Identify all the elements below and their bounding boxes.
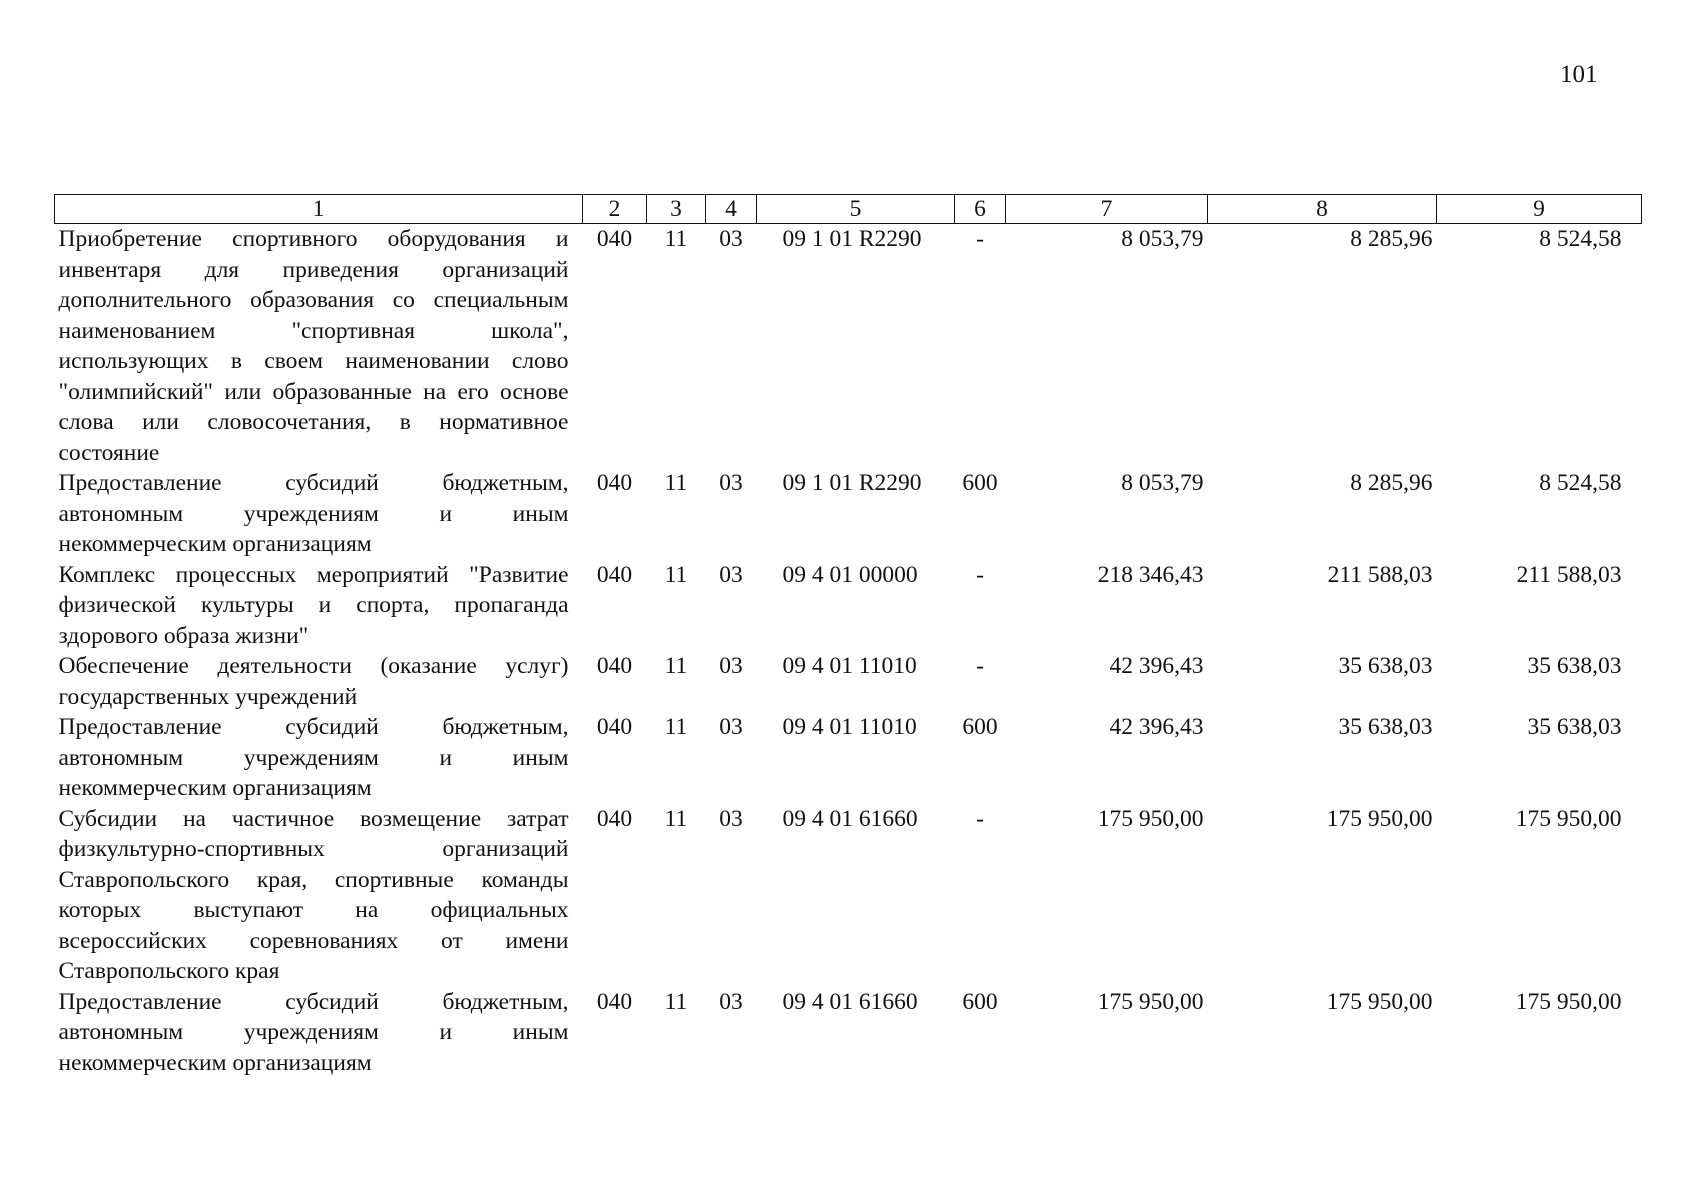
cell-col-6: - [976,226,984,252]
column-header-2: 2 [583,195,647,224]
cell-col-9: 175 950,00 [1515,988,1622,1015]
cell-col-6: - [976,805,984,832]
cell-col-3: 11 [664,988,688,1015]
budget-table [54,194,1642,1078]
table-row [55,224,1642,469]
cell-col-9: 8 524,58 [1539,470,1622,496]
cell-col-3: 11 [664,805,688,832]
table-row [55,651,1642,712]
cell-col-4: 03 [719,470,743,496]
cell-col-5: 09 4 01 11010 [782,714,917,740]
cell-col-6: - [976,561,984,588]
cell-col-9: 35 638,03 [1527,653,1622,679]
cell-col-2: 040 [596,226,633,252]
column-header-6: 6 [955,195,1006,224]
cell-col-3: 11 [664,226,688,252]
cell-col-2: 040 [596,805,633,832]
table-row [55,560,1642,652]
column-header-3: 3 [647,195,706,224]
table-row [55,468,1642,560]
cell-col-4: 03 [719,653,743,679]
cell-col-8: 35 638,03 [1338,714,1433,740]
cell-col-7: 218 346,43 [1097,561,1204,588]
cell-col-7: 42 396,43 [1109,653,1204,679]
cell-col-8: 211 588,03 [1327,561,1433,588]
cell-col-5: 09 4 01 61660 [782,805,918,832]
row-name: Предоставление субсидий бюджетным, автономным учреждениям и иным некоммерческим организациям [58,988,569,1076]
cell-col-4: 03 [719,988,743,1015]
cell-col-3: 11 [664,470,688,496]
column-header-5: 5 [757,195,955,224]
cell-col-7: 175 950,00 [1097,805,1204,832]
cell-col-8: 8 285,96 [1350,470,1433,496]
cell-col-8: 35 638,03 [1338,653,1433,679]
cell-col-2: 040 [596,561,633,588]
column-header-1: 1 [55,195,583,224]
cell-col-3: 11 [664,714,688,740]
cell-col-6: 600 [962,714,998,740]
cell-col-7: 8 053,79 [1121,470,1204,496]
cell-col-8: 8 285,96 [1350,226,1433,252]
cell-col-9: 8 524,58 [1539,226,1622,252]
row-name: Субсидии на частичное возмещение затрат физкультурно-спортивных организаций Ставропольского края, спортивные команды которых выступают на официальных всероссийских соревнованиях от имени Ставропольского края [58,805,569,984]
row-name: Обеспечение деятельности (оказание услуг) государственных учреждений [58,653,569,710]
row-name: Предоставление субсидий бюджетным, автономным учреждениям и иным некоммерческим организациям [58,470,569,557]
cell-col-5: 09 4 01 61660 [782,988,918,1015]
cell-col-5: 09 1 01 R2290 [782,226,922,252]
cell-col-8: 175 950,00 [1326,988,1433,1015]
row-name: Предоставление субсидий бюджетным, автономным учреждениям и иным некоммерческим организациям [58,714,569,801]
cell-col-9: 35 638,03 [1527,714,1622,740]
cell-col-7: 175 950,00 [1097,988,1204,1015]
column-header-9: 9 [1437,195,1642,224]
cell-col-4: 03 [719,714,743,740]
table-row [55,712,1642,804]
cell-col-5: 09 4 01 11010 [782,653,917,679]
cell-col-5: 09 1 01 R2290 [782,470,922,496]
cell-col-4: 03 [719,561,743,588]
cell-col-8: 175 950,00 [1326,805,1433,832]
cell-col-7: 42 396,43 [1109,714,1204,740]
column-header-4: 4 [706,195,757,224]
cell-col-2: 040 [596,714,633,740]
table-row [55,804,1642,987]
cell-col-6: 600 [962,988,998,1015]
cell-col-9: 211 588,03 [1516,561,1622,588]
row-name: Комплекс процессных мероприятий "Развитие физической культуры и спорта, пропаганда здорового образа жизни" [58,561,569,649]
column-header-7: 7 [1006,195,1208,224]
cell-col-3: 11 [664,561,688,588]
row-name: Приобретение спортивного оборудования и инвентаря для приведения организаций дополнительного образования со специальным наименованием "спортивная школа", использующих в своем наименовании слово "олимпийский" или образованные на его основе слова или словосочетания, в нормативное состояние [58,226,569,466]
cell-col-6: 600 [962,470,998,496]
column-header-8: 8 [1208,195,1437,224]
table-row [55,987,1642,1079]
page-number: 101 [1560,61,1598,88]
cell-col-4: 03 [719,226,743,252]
cell-col-6: - [976,653,984,679]
cell-col-4: 03 [719,805,743,832]
cell-col-2: 040 [596,470,633,496]
cell-col-9: 175 950,00 [1515,805,1622,832]
cell-col-5: 09 4 01 00000 [782,561,918,588]
cell-col-7: 8 053,79 [1121,226,1204,252]
cell-col-2: 040 [596,653,633,679]
cell-col-2: 040 [596,988,633,1015]
cell-col-3: 11 [664,653,688,679]
table-header-row [55,195,1642,224]
